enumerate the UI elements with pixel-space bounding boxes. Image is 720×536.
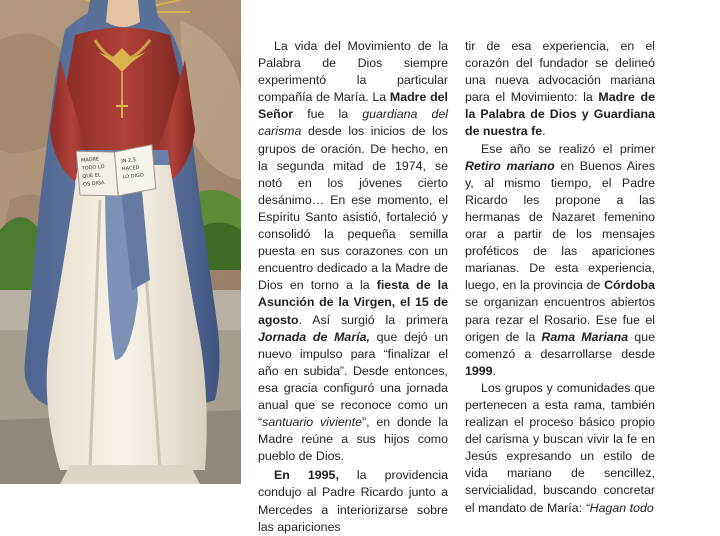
paragraph-4 xyxy=(465,141,655,380)
paragraph-5 xyxy=(465,380,655,517)
book-text-1: MADRE xyxy=(80,156,100,164)
paragraph-2 xyxy=(258,467,448,535)
statue-photo xyxy=(0,0,241,484)
column1-run-7: Jornada de María, xyxy=(258,329,370,344)
column2-p2-run-2: en Buenos Aires y, al mismo tiempo, el Padre Ricardo les propone a las hermanas de Nazaret femenino orar a partir de los mensajes proféticos de las apariciones marianas. De esta experiencia, luego, en la provincia de xyxy=(465,158,655,293)
column1-run-8: que dejó un nuevo impulso para “finalizar el año en subida”. Desde entonces, esa gracia configuró una jornada anual que se reconoce como un “ xyxy=(258,329,448,430)
book-text-2: TODO LO xyxy=(81,163,105,172)
column2-p3-run-0: Los grupos y comunidades que pertenecen a esta rama, también realizan el proceso básico propio del carisma y buscan vivir la fe en Jesús expresando un estilo de vida mariano de sencillez, servicialidad, buscando concretar el mandato de María: xyxy=(465,380,655,515)
column2-p2-run-0: Ese año se realizó el primer xyxy=(481,141,655,156)
column2-p2-run-8: . xyxy=(492,363,497,378)
column2-p1-run-1: Madre de la Palabra de Dios y Guardiana de nuestra fe xyxy=(465,90,655,139)
book-text-4: OS DIGA xyxy=(82,179,105,188)
column2-p1-run-2: . xyxy=(542,124,546,139)
column1-p2-run-1: la providencia condujo al Padre Ricardo junto a Mercedes a interiorizarse sobre las apariciones xyxy=(258,468,448,534)
column2-p2-run-3: Córdoba xyxy=(604,278,655,293)
text-column-1 xyxy=(258,38,448,536)
paragraph-3 xyxy=(465,38,655,141)
column2-p2-run-7: 1999 xyxy=(465,363,493,378)
column2-p2-run-4: se organizan encuentros abiertos para rezar el Rosario. Ese fue el origen de la xyxy=(465,295,655,344)
column1-p2-run-0: En 1995, xyxy=(274,468,339,483)
paragraph-1 xyxy=(258,38,448,465)
column2-p2-run-1: Retiro mariano xyxy=(465,158,555,173)
column2-p1-run-0: tir de esa experiencia, en el corazón del fundador se delineó una nueva advocación mariana para el Movimiento: la xyxy=(465,39,655,105)
column1-run-9: santuario viviente xyxy=(262,415,362,430)
column1-run-4: desde los inicios de los grupos de oración. De hecho, en la segunda mitad de 1974, se notó en los jóvenes cierto desánimo… En ese momento, el Espíritu Santo asistió, fortaleció y consolidó la pequeña semilla puesta en sus corazones con un encuentro dedicado a la Madre de Dios en torno a la xyxy=(258,124,448,293)
column1-run-2: fue la xyxy=(293,107,363,122)
column2-p3-run-1: “Hagan todo xyxy=(585,500,654,515)
column1-run-10: ”, en donde la Madre reúne a sus hijos como pueblo de Dios. xyxy=(258,415,448,464)
book-text-3: QUE EL xyxy=(82,172,101,180)
column1-run-6: . Así surgió la primera xyxy=(298,312,448,327)
column1-run-5: fiesta de la Asunción de la Virgen, el 15 de agosto xyxy=(258,278,449,327)
book-text-5: JN 2,5 xyxy=(121,157,137,165)
column1-run-3: guardiana del carisma xyxy=(258,107,448,139)
virgin-statue-image xyxy=(0,0,241,484)
column2-p2-run-5: Rama Mariana xyxy=(541,329,629,344)
book-text-7: LO DIGO xyxy=(122,172,145,181)
book-text-6: HACED xyxy=(121,164,140,173)
column2-p2-run-6: que comenzó a desarrollarse desde xyxy=(465,329,655,361)
column1-run-1: Madre del Señor xyxy=(258,90,448,122)
column1-run-0: La vida del Movimiento de la Palabra de Dios siempre experimentó la particular compañía de María. La xyxy=(258,39,448,105)
text-column-2 xyxy=(465,38,655,517)
